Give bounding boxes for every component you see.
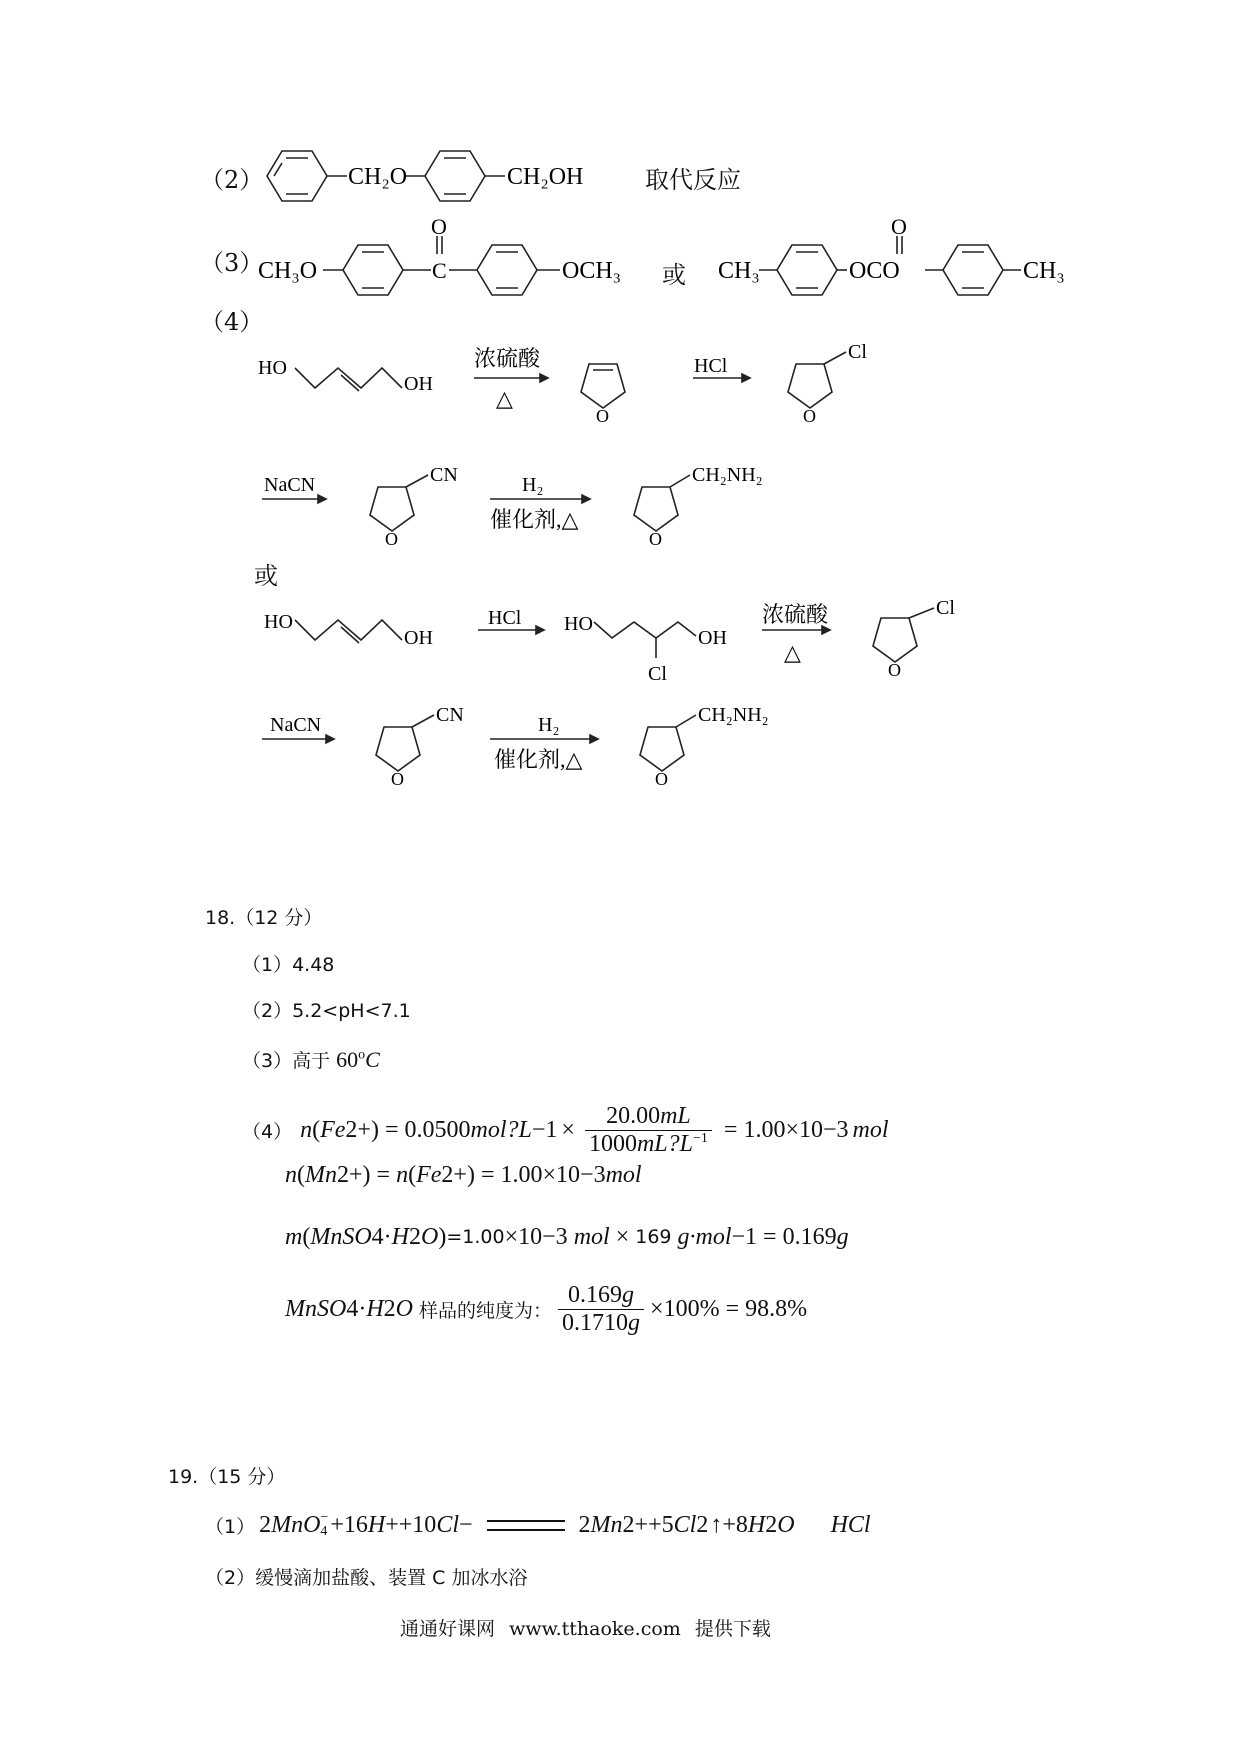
q17-p4-r1-cond1-top: 浓硫酸	[474, 346, 541, 371]
q18-a4-label: （4）	[242, 1120, 293, 1143]
q17-p4-label: （4）	[200, 308, 264, 336]
q17-p4-route2-row1	[250, 590, 1210, 690]
q18-a2	[242, 996, 411, 1023]
q18-a4-line1: （4） n ( Fe 2+ ) = 0.0500 mol?L −1 × $\frac{20.00mL}{1000mL?L^{-1}}$ = 1.00 ×10 −3 mol	[242, 1102, 889, 1157]
q17-p4-r2-cl: Cl	[936, 597, 955, 619]
q19-heading: 19.（15 分）	[168, 1466, 286, 1488]
q18-heading: 18.（12 分）	[205, 907, 323, 929]
q17-p4-or: 或	[254, 562, 278, 590]
q17-p2-right-group: CH₂OH	[507, 164, 584, 190]
q18-a1-label: （1）	[242, 954, 293, 976]
q19-a2	[205, 1563, 527, 1590]
footer-note: 提供下载	[694, 1618, 771, 1640]
q17-p3-carbonyl-c: C	[432, 258, 447, 283]
q18-a4-line3: m ( MnSO 4 · H 2 O ) =1.00 ×10 −3 mol × 169 g·mol −1 = 0.169 g	[285, 1223, 849, 1250]
q18-a4-eq-prefix: =1.00	[446, 1226, 505, 1248]
q17-p4-route1-row2	[250, 455, 1210, 565]
q17-p4-r1-cond1-bottom: △	[496, 386, 513, 411]
q17-p4-r1-start-ho: HO	[258, 357, 287, 379]
q18-a4-molres-2: 1.00	[500, 1161, 543, 1188]
q17-p3-carbonate-structure	[715, 212, 1095, 302]
footer	[400, 1614, 771, 1641]
q17-p2-reaction-type: 取代反应	[645, 166, 741, 194]
q18-a4-pct: 100%	[663, 1295, 720, 1322]
q17-p4-r1-product: CH₂NH₂	[692, 464, 763, 486]
q17-p4-r2-cond4-bottom: 催化剂,△	[494, 747, 583, 772]
q17-p4-r2-product: CH₂NH₂	[698, 704, 769, 726]
q17-p4-r2-ring-o-2: O	[391, 769, 404, 789]
q17-p2-structure	[255, 140, 615, 212]
q17-p4-r2-start-ho: HO	[264, 611, 293, 633]
q18-a1-text: 4.48	[292, 954, 335, 976]
q17-p4-r2-ring-o-3: O	[655, 769, 668, 789]
q17-p4-r2-cond3: NaCN	[270, 714, 322, 736]
q17-p3-left-prefix: CH₃O	[258, 258, 318, 284]
q19-a1-label: （1）	[205, 1515, 256, 1538]
q18-a4-fraction-2: $\frac{0.169g}{0.1710g}$	[558, 1282, 644, 1337]
q18-a2-label: （2）	[242, 1000, 293, 1022]
q17-p4-r2-cond2-bottom: △	[784, 640, 801, 665]
footer-site: 通通好课网	[400, 1618, 496, 1640]
q17-p4-r2-cond1: HCl	[488, 607, 522, 629]
q17-p3-carbonyl-o: O	[431, 214, 447, 239]
q19-a1: （1） 2 MnO − 4 +16 H + +10 Cl − 2 Mn 2+ +5 Cl 2 ↑ +8 H 2 O HCl	[205, 1510, 871, 1539]
q17-p4-route2-row2	[250, 695, 1210, 805]
q17-p2-label: （2）	[200, 166, 264, 194]
q18-a4-conv: 1000	[588, 1130, 637, 1157]
q17-p4-r1-start-oh: OH	[404, 373, 433, 395]
q17-p3-right-prefix: CH₃	[718, 258, 760, 284]
q17-p4-r2-cond4-top: H₂	[538, 714, 560, 736]
q18-a4-molres: 1.00	[743, 1116, 786, 1143]
q17-p4-r2-start-oh: OH	[404, 627, 433, 649]
q17-p3-or: 或	[662, 261, 686, 289]
q17-p4-r1-cn: CN	[430, 464, 458, 486]
q18-a4-purity-label: 样品的纯度为：	[419, 1299, 553, 1322]
q17-p3-left-suffix: OCH₃	[562, 258, 622, 284]
q18-a4-line2-content: n ( Mn 2+ ) = n ( Fe 2+ ) = 1.00 ×10 −3 mol	[285, 1161, 642, 1188]
q18-a4-den: 0.1710	[562, 1309, 629, 1336]
q17-p4-r2-mid-cl: Cl	[648, 663, 667, 685]
q18-a3-label: （3）	[242, 1050, 293, 1072]
q17-p4-r2-cn: CN	[436, 704, 464, 726]
q17-p4-r1-cl: Cl	[848, 341, 867, 363]
q19-a2-text: 缓慢滴加盐酸、装置 C 加冰水浴	[255, 1567, 528, 1589]
q18-a4-massres: 0.169	[782, 1223, 837, 1250]
q18-a1	[242, 950, 334, 977]
q19-a1-extra: HCl	[830, 1511, 871, 1538]
q17-p4-r2-mid-ho: HO	[564, 613, 593, 635]
q18-a4-molmass: 169	[635, 1226, 672, 1248]
q18-a4-num: 0.169	[568, 1281, 623, 1308]
q17-p3-label: （3）	[200, 249, 264, 277]
q17-p4-r1-ring-o-2: O	[803, 406, 816, 426]
q17-p4-r1-cond3: NaCN	[264, 474, 316, 496]
q17-p3-right-middle: OCO	[849, 258, 900, 284]
q18-a4-vol: 20.00	[606, 1102, 661, 1129]
q17-p4-r1-ring-o-1: O	[596, 406, 609, 426]
q17-p4-r2-ring-o-1: O	[888, 660, 901, 680]
q17-p2-left-group: CH₂O	[348, 164, 408, 190]
q17-p4-r1-cond4-top: H₂	[522, 474, 544, 496]
q18-a2-text: 5.2<pH<7.1	[292, 1000, 411, 1022]
q18-a4-line4: MnSO 4 · H 2 O 样品的纯度为： $\frac{0.169g}{0.1710g}$ × 100% = 98.8%	[285, 1281, 808, 1336]
q17-p4-r1-cond4-bottom: 催化剂,△	[490, 507, 579, 532]
q18-a4-purity: 98.8%	[745, 1295, 808, 1322]
q19-a2-label: （2）	[205, 1567, 256, 1589]
q18-a4-fraction-1: $\frac{20.00mL}{1000mL?L^{-1}}$	[585, 1103, 712, 1158]
q17-p4-r1-ring-o-4: O	[649, 529, 662, 549]
q18-a3-text: 高于	[292, 1050, 331, 1072]
footer-url[interactable]: www.tthaoke.com	[509, 1618, 681, 1640]
q17-p4-route1-row1	[250, 330, 1210, 440]
q17-p3-ketone-structure	[255, 212, 655, 302]
q18-a4-conc: 0.0500	[404, 1116, 471, 1143]
q17-p4-r1-cond2: HCl	[694, 355, 728, 377]
q17-p3-right-suffix: CH₃	[1023, 258, 1065, 284]
q17-p4-r1-ring-o-3: O	[385, 529, 398, 549]
q17-p4-r2-mid-oh: OH	[698, 627, 727, 649]
q17-p3-right-carbonyl-o: O	[891, 214, 907, 239]
q19-a1-equals-sign	[487, 1520, 565, 1531]
q17-p4-r2-cond2-top: 浓硫酸	[762, 602, 829, 627]
q18-a3: （3）高于 60$^o$C	[242, 1047, 380, 1072]
